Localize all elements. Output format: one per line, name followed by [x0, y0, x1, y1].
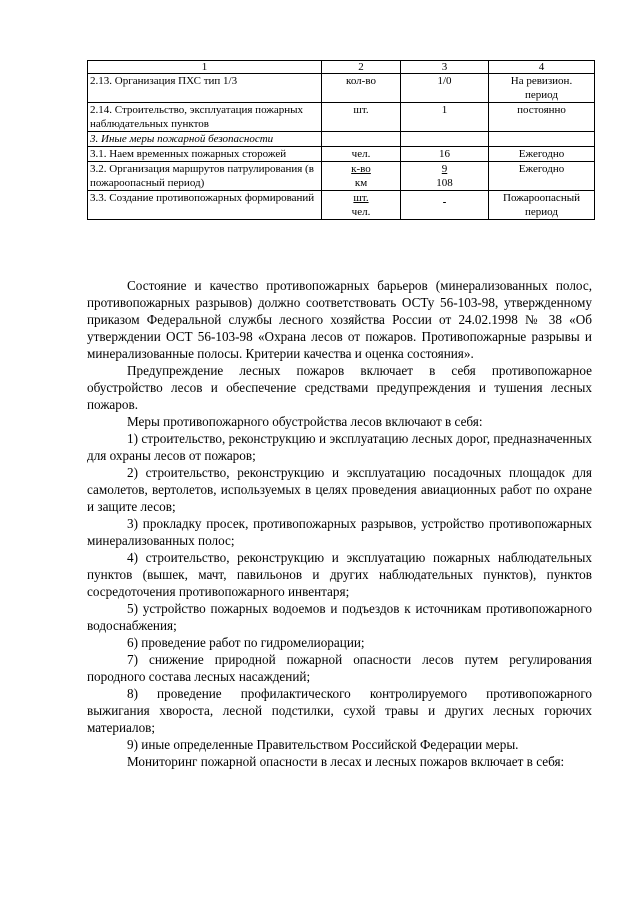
empty-cell: [322, 132, 401, 147]
header-col-1: 1: [88, 61, 322, 74]
measure-name-cell: 2.14. Строительство, эксплуатация пожарных наблюдательных пунктов: [88, 103, 322, 132]
value-cell: [401, 103, 489, 132]
unit-cell: [322, 103, 401, 132]
body-paragraph: 3) прокладку просек, противопожарных разрывов, устройство противопожарных минерализованных полос;: [87, 516, 592, 548]
measure-name-cell: 3.1. Наем временных пожарных сторожей: [88, 147, 322, 162]
body-paragraph: 2) строительство, реконструкцию и эксплуатацию посадочных площадок для самолетов, вертолетов, используемых в целях проведения авиационных работ по охране и защите лесов;: [87, 465, 592, 514]
unit-cell: [322, 147, 401, 162]
unit-cell-line: кол-во: [346, 75, 376, 87]
value-cell: [401, 74, 489, 103]
unit-cell: [322, 191, 401, 220]
body-paragraph: Мониторинг пожарной опасности в лесах и лесных пожаров включает в себя:: [127, 754, 565, 769]
body-paragraph: 1) строительство, реконструкцию и эксплуатацию лесных дорог, предназначенных для охраны лесов от пожаров;: [87, 431, 592, 463]
unit-cell: [322, 74, 401, 103]
body-paragraph: Предупреждение лесных пожаров включает в себя противопожарное обустройство лесов и обеспечение средствами предупреждения и тушения лесных пожаров.: [87, 363, 592, 412]
value-cell-line: 9: [441, 163, 448, 175]
measure-name-cell: 2.13. Организация ПХС тип 1/3: [88, 74, 322, 103]
unit-cell-line: км: [354, 177, 368, 189]
term-cell: [489, 74, 595, 103]
unit-cell: [322, 162, 401, 191]
measures-table-body: [88, 61, 595, 220]
term-cell: [489, 103, 595, 132]
value-cell: [401, 162, 489, 191]
unit-cell-line: к-во: [351, 163, 371, 175]
section-title: 3. Иные меры пожарной безопасности: [88, 132, 322, 147]
empty-cell: [489, 132, 595, 147]
body-paragraph: 9) иные определенные Правительством Российской Федерации меры.: [127, 737, 519, 752]
term-cell-line: период: [525, 206, 558, 218]
value-cell-line: [403, 191, 486, 205]
value-cell-line: [403, 205, 486, 219]
term-cell-line: период: [525, 89, 558, 101]
value-cell-line: 108: [436, 177, 453, 189]
document-body: [87, 277, 592, 770]
term-cell: [489, 147, 595, 162]
header-col-2: 2: [322, 61, 401, 74]
table-section-row: [88, 132, 595, 147]
table-row: [88, 162, 595, 191]
unit-cell-line: шт.: [353, 104, 369, 116]
body-paragraph: Меры противопожарного обустройства лесов включают в себя:: [127, 414, 483, 429]
term-cell-line: На ревизион.: [510, 75, 573, 87]
term-cell-line: Ежегодно: [518, 148, 565, 160]
body-paragraph: 4) строительство, реконструкцию и эксплуатацию пожарных наблюдательных пунктов (вышек, мачт, павильонов и других наблюдательных пунктов), пунктов сосредоточения противопожарного инвентаря;: [87, 550, 592, 599]
value-cell-line: 16: [439, 148, 450, 160]
value-cell: [401, 191, 489, 220]
body-paragraph: 8) проведение профилактического контролируемого противопожарного выжигания хвороста, лесной подстилки, сухой травы и других лесных горючих материалов;: [87, 686, 592, 735]
term-cell-line: Ежегодно: [518, 163, 565, 175]
empty-cell: [401, 132, 489, 147]
table-row: [88, 147, 595, 162]
unit-cell-line: чел.: [351, 148, 371, 160]
table-row: [88, 103, 595, 132]
term-cell: [489, 162, 595, 191]
term-cell-line: постоянно: [517, 104, 566, 116]
term-cell: [489, 191, 595, 220]
body-paragraph: 5) устройство пожарных водоемов и подъездов к источникам противопожарного водоснабжения;: [87, 601, 592, 633]
body-paragraph: Состояние и качество противопожарных барьеров (минерализованных полос, противопожарных разрывов) должно соответствовать ОСТу 56-103-98, утвержденному приказом Федеральной службы лесного хозяйства России от 24.02.1998 № 38 «Об утверждении ОСТ 56-103-98 «Охрана лесов от пожаров. Противопожарные разрывы и минерализованные полосы. Критерии качества и оценка состояния».: [87, 278, 592, 361]
measures-table: [87, 60, 595, 220]
unit-cell-line: шт.: [353, 192, 369, 204]
header-col-3: 3: [401, 61, 489, 74]
measure-name-cell: 3.3. Создание противопожарных формирований: [88, 191, 322, 220]
value-cell-line: 1: [441, 104, 448, 116]
body-paragraph: 6) проведение работ по гидромелиорации;: [127, 635, 365, 650]
table-row: [88, 191, 595, 220]
unit-cell-line: чел.: [351, 206, 371, 218]
measure-name-cell: 3.2. Организация маршрутов патрулирования (в пожароопасный период): [88, 162, 322, 191]
header-col-4: 4: [489, 61, 595, 74]
body-paragraph: 7) снижение природной пожарной опасности лесов путем регулирования породного состава лесных насаждений;: [87, 652, 592, 684]
value-cell-line: 1/0: [437, 75, 452, 87]
table-header-row: [88, 61, 595, 74]
term-cell-line: Пожароопасный: [503, 192, 580, 204]
table-row: [88, 74, 595, 103]
value-cell: [401, 147, 489, 162]
